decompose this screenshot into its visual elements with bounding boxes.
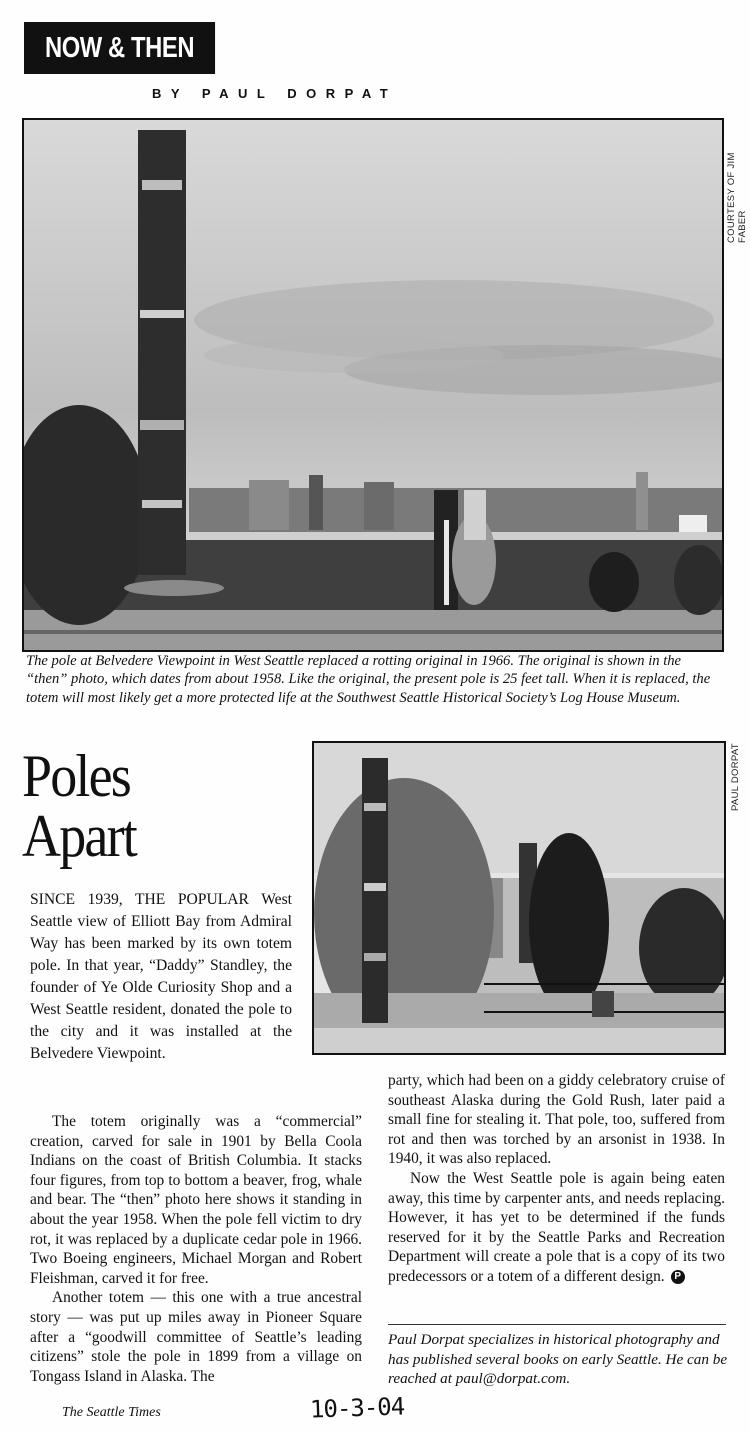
article-column-2: [388, 1071, 725, 1287]
then-photo: [22, 118, 724, 652]
article-paragraph-4: [388, 1169, 725, 1287]
bio-divider: [388, 1324, 726, 1325]
photo-caption: The pole at Belvedere Viewpoint in West Seattle replaced a rotting original in 1966. The original is shown in the “then” photo, which dates from about 1958. Like the original, the present pole is 25 feet tall. When it is replaced, the totem will most likely get a more protected life at the Southwest Seattle Historical Society’s Log House Museum.: [26, 653, 711, 706]
end-mark-icon: P: [671, 1270, 685, 1284]
article-paragraph-4-text: Now the West Seattle pole is again being eaten away, this time by carpenter ants, and needs replacing. However, it has yet to be determined if the funds reserved for it by the Seattle Parks and Recreation Department will create a pole that is a copy of its two predecessors or a totem of a different design.: [388, 1169, 725, 1285]
now-photo: [312, 741, 726, 1055]
article-column-1: [30, 1112, 362, 1386]
headline-line-1: Poles: [22, 743, 131, 809]
article-paragraph-3-continued: party, which had been on a giddy celebratory cruise of southeast Alaska during the Gold Rush, later paid a small fine for stealing it. That pole, too, suffered from rot and then was torched by an arsonist in 1938. In 1940, it was also replaced.: [388, 1072, 725, 1168]
byline: BY PAUL DORPAT: [152, 86, 398, 101]
now-photo-image: [314, 743, 724, 1053]
now-photo-credit: PAUL DORPAT: [730, 743, 741, 811]
article-lead: SINCE 1939, THE POPULAR West Seattle view of Elliott Bay from Admiral Way has been marked by its own totem pole. In that year, “Daddy” Standley, the founder of Ye Olde Curiosity Shop and a West Seattle resident, donated the pole to the city and it was installed at the Belvedere Viewpoint.: [30, 891, 292, 1062]
article-paragraph-2: The totem originally was a “commercial” creation, carved for sale in 1901 by Bella Coola Indians on the coast of British Columbia. It stacks four figures, from top to bottom a beaver, frog, whale and bear. The “then” photo here shows it standing in about the year 1958. When the pole fell victim to dry rot, it was replaced by a duplicate cedar pole in 1966. Two Boeing engineers, Michael Morgan and Robert Fleishman, carved it for free.: [30, 1113, 362, 1287]
section-masthead: [24, 22, 215, 74]
article-paragraph-3: Another totem — this one with a true ancestral story — was put up miles away in Pioneer Square after a “goodwill committee of Seattle’s leading citizens” stole the pole in 1899 from a village on Tongass Island in Alaska. The: [30, 1289, 362, 1385]
publication-name: The Seattle Times: [62, 1405, 161, 1420]
then-photo-credit: COURTESY OF JIM FABER: [726, 152, 748, 243]
headline: [22, 743, 136, 869]
then-photo-image: [24, 120, 722, 650]
handwritten-date: 10-3-04: [309, 1392, 405, 1424]
article-paragraph-1: [30, 889, 292, 1065]
headline-line-2: Apart: [22, 803, 136, 869]
author-bio: Paul Dorpat specializes in historical photography and has published several books on early Seattle. He can be reached at paul@dorpat.com.: [388, 1331, 728, 1388]
masthead-label: NOW & THEN: [44, 31, 195, 64]
